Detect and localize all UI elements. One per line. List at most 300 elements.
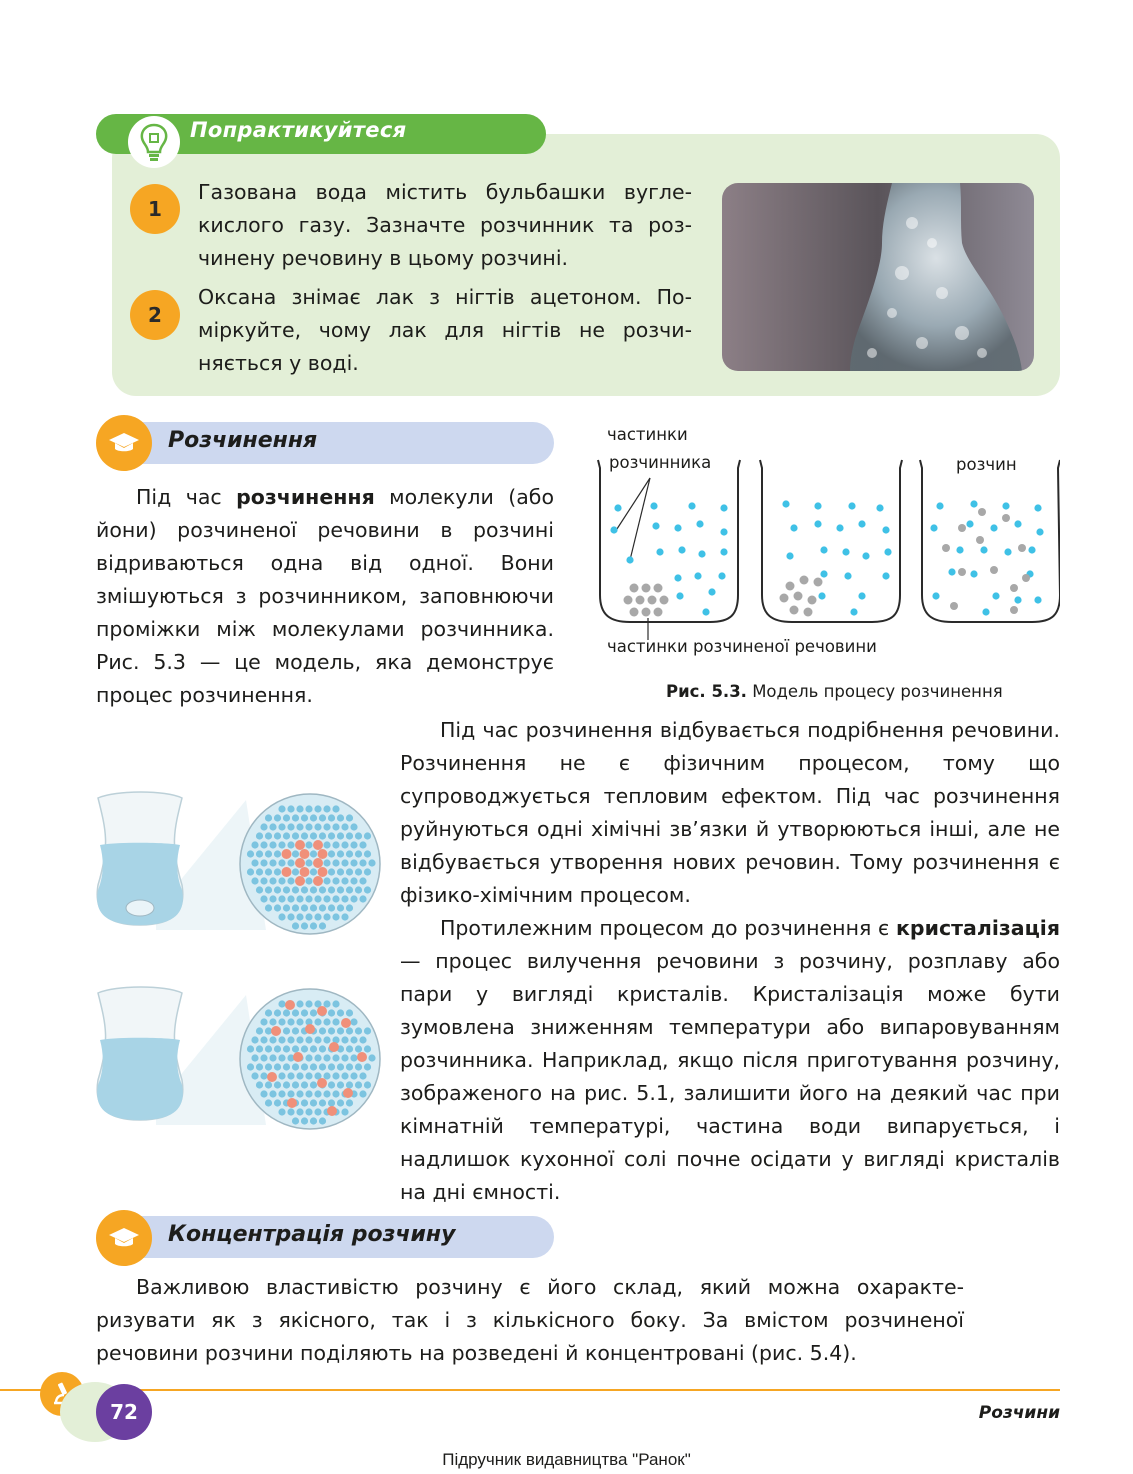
solvent-particle (328, 1081, 335, 1088)
solvent-particle (720, 504, 727, 511)
para-crystallization (400, 912, 1060, 1209)
solvent-particle (251, 841, 258, 848)
solute-particle (786, 582, 795, 591)
solute-particle (630, 608, 639, 617)
solvent-particle (274, 814, 281, 821)
solvent-particle (328, 814, 335, 821)
label-solvent-particles-line1: частинки (607, 425, 688, 444)
solvent-particle (251, 859, 258, 866)
solvent-particle (251, 877, 258, 884)
solvent-particle (884, 548, 891, 555)
solvent-particle (332, 823, 339, 830)
solvent-particle (350, 1072, 357, 1079)
crystal-particle (300, 867, 310, 877)
solvent-particle (265, 1045, 272, 1052)
solvent-particle (274, 886, 281, 893)
solvent-particle (610, 526, 617, 533)
solute-particle (624, 596, 633, 605)
solvent-particle (337, 1009, 344, 1016)
solvent-particle (292, 832, 299, 839)
solvent-particle (314, 805, 321, 812)
solvent-particle (698, 550, 705, 557)
solvent-particle (652, 522, 659, 529)
solvent-particle (328, 832, 335, 839)
crystal-particle (318, 849, 328, 859)
solvent-particle (319, 1099, 326, 1106)
solvent-particle (341, 823, 348, 830)
solvent-particle (323, 895, 330, 902)
solvent-particle (359, 859, 366, 866)
solvent-particle (278, 1000, 285, 1007)
solvent-particle (260, 877, 267, 884)
solvent-particle (278, 877, 285, 884)
solvent-particle (260, 1036, 267, 1043)
para-prefix: Під час (136, 485, 237, 509)
solvent-particle (359, 841, 366, 848)
solvent-particle (720, 528, 727, 535)
solvent-particle (292, 1081, 299, 1088)
solvent-particle (323, 841, 330, 848)
solvent-particle (862, 552, 869, 559)
solvent-particle (1004, 548, 1011, 555)
solvent-particle (337, 904, 344, 911)
solute-particle (630, 584, 639, 593)
solvent-particle (278, 1054, 285, 1061)
solvent-particle (319, 1063, 326, 1070)
solvent-particle (359, 877, 366, 884)
solvent-particle (305, 1036, 312, 1043)
solvent-particle (364, 1027, 371, 1034)
solute-particle (990, 566, 998, 574)
concentration-text: Важливою властивістю розчину є його склад, який можна охарактеризувати як з якісного, так і з кількісного боку. За вмістом розчиненої речовини розчини поділяють на розведені й концентровані (рис. 5.4). (96, 1275, 964, 1365)
solute-particle (642, 608, 651, 617)
solvent-particle (292, 1009, 299, 1016)
solvent-particle (337, 1027, 344, 1034)
solvent-particle (278, 859, 285, 866)
label-solution: розчин (956, 455, 1017, 474)
solvent-particle (355, 832, 362, 839)
solvent-particle (323, 1090, 330, 1097)
solvent-particle (346, 1027, 353, 1034)
solvent-particle (301, 1063, 308, 1070)
solvent-particle (341, 1054, 348, 1061)
solvent-particle (265, 1099, 272, 1106)
solvent-particle (364, 850, 371, 857)
solvent-particle (283, 832, 290, 839)
solvent-particle (301, 922, 308, 929)
solvent-particle (269, 1054, 276, 1061)
solvent-particle (314, 1054, 321, 1061)
solvent-particle (314, 1018, 321, 1025)
solvent-particle (323, 1072, 330, 1079)
solvent-particle (346, 904, 353, 911)
solvent-particle (970, 570, 977, 577)
solvent-particle (292, 868, 299, 875)
solvent-particle (782, 500, 789, 507)
solvent-particle (301, 1117, 308, 1124)
solute-particle (1002, 514, 1010, 522)
figure-5-3-caption (666, 682, 1003, 701)
solute-particle (654, 608, 663, 617)
solvent-particle (292, 1117, 299, 1124)
dissolution-paragraph (96, 481, 554, 712)
solvent-particle (323, 1054, 330, 1061)
footer-divider (0, 1389, 1060, 1391)
solvent-particle (256, 1045, 263, 1052)
solute-particle (1010, 606, 1018, 614)
solute-particle (800, 576, 809, 585)
solvent-particle (301, 832, 308, 839)
solvent-particle (337, 886, 344, 893)
chapter-name: Розчини (978, 1403, 1060, 1423)
solvent-particle (674, 574, 681, 581)
solvent-particle (790, 524, 797, 531)
solvent-particle (956, 546, 963, 553)
solvent-particle (278, 823, 285, 830)
solute-particle (808, 596, 817, 605)
solvent-particle (1014, 520, 1021, 527)
solvent-particle (359, 1036, 366, 1043)
solvent-particle (310, 1117, 317, 1124)
solvent-particle (310, 868, 317, 875)
term-crystallization: кристалізація (896, 916, 1060, 940)
solvent-particle (328, 1099, 335, 1106)
label-solvent-particles-line2: розчинника (609, 453, 712, 472)
solvent-particle (696, 520, 703, 527)
solvent-particle (786, 552, 793, 559)
solvent-particle (247, 850, 254, 857)
solvent-particle (265, 904, 272, 911)
solvent-particle (708, 588, 715, 595)
solvent-particle (301, 1009, 308, 1016)
solvent-particle (614, 504, 621, 511)
solvent-particle (323, 1036, 330, 1043)
solvent-particle (310, 1099, 317, 1106)
section-title-concentration: Концентрація розчину (168, 1222, 456, 1247)
solvent-particle (292, 886, 299, 893)
solvent-particle (332, 841, 339, 848)
crystal-particle (295, 840, 305, 850)
solvent-particle (966, 520, 973, 527)
crystal-particle (295, 858, 305, 868)
solvent-particle (359, 895, 366, 902)
para-dissolution-process: Під час розчинення відбувається подрібнення речовини. Розчинення не є фізичним процесом, тому що супроводжується тепловим ефектом. Під час розчинення руйнуються одні хімічні зв’язки й утворюються інші, але не відбувається утворення нових речовин. Тому розчинення є фізико-хімічним процесом. (400, 718, 1060, 907)
lightbulb-puzzle-icon (128, 116, 180, 168)
solvent-particle (292, 922, 299, 929)
solvent-particle (332, 859, 339, 866)
solute-particle (660, 596, 669, 605)
solvent-particle (814, 520, 821, 527)
solute-particle (958, 524, 966, 532)
solute-particle (1010, 584, 1018, 592)
crystal-particle (271, 1026, 281, 1036)
solvent-particle (350, 841, 357, 848)
solvent-particle (310, 904, 317, 911)
solvent-particle (346, 868, 353, 875)
solvent-particle (718, 572, 725, 579)
solvent-particle (305, 1000, 312, 1007)
solvent-particle (930, 524, 937, 531)
solvent-particle (274, 904, 281, 911)
solvent-particle (858, 520, 865, 527)
solvent-particle (296, 913, 303, 920)
solvent-particle (364, 1081, 371, 1088)
solvent-particle (287, 841, 294, 848)
solvent-particle (310, 1063, 317, 1070)
solvent-particle (310, 850, 317, 857)
solvent-particle (301, 1099, 308, 1106)
solvent-particle (305, 877, 312, 884)
solvent-particle (626, 556, 633, 563)
solute-particle (654, 584, 663, 593)
solvent-particle (314, 823, 321, 830)
solvent-particle (1028, 546, 1035, 553)
solvent-particle (278, 1090, 285, 1097)
label-solute-particles: частинки розчиненої речовини (607, 637, 877, 656)
solvent-particle (332, 913, 339, 920)
solvent-particle (256, 1063, 263, 1070)
solvent-particle (323, 877, 330, 884)
solvent-particle (278, 1036, 285, 1043)
solvent-particle (278, 841, 285, 848)
solvent-particle (310, 1045, 317, 1052)
solvent-particle (332, 1072, 339, 1079)
solvent-particle (328, 850, 335, 857)
solvent-particle (260, 841, 267, 848)
crystal-particle (285, 1000, 295, 1010)
crystal-particle (300, 849, 310, 859)
solvent-particle (364, 886, 371, 893)
solvent-particle (836, 524, 843, 531)
solvent-particle (310, 886, 317, 893)
solvent-particle (328, 1063, 335, 1070)
solvent-particle (287, 823, 294, 830)
task-text-2: Оксана знімає лак з нігтів ацетоном. Поміркуйте, чому лак для нігтів не розчиняється у воді. (198, 285, 692, 375)
solvent-particle (247, 868, 254, 875)
solvent-particle (820, 570, 827, 577)
solvent-particle (296, 1108, 303, 1115)
solvent-particle (932, 592, 939, 599)
sparkling-water-bottle-photo (722, 183, 1034, 371)
solvent-particle (341, 859, 348, 866)
crystal-particle (282, 849, 292, 859)
caption-number: Рис. 5.3. (666, 682, 747, 701)
solvent-particle (305, 859, 312, 866)
solvent-particle (301, 1045, 308, 1052)
solvent-particle (814, 502, 821, 509)
solute-particle (958, 568, 966, 576)
dissolution-continued-text (400, 714, 1060, 1209)
solvent-particle (350, 895, 357, 902)
crystal-particle (343, 1088, 353, 1098)
solvent-particle (328, 904, 335, 911)
solvent-particle (332, 1054, 339, 1061)
solvent-particle (364, 1045, 371, 1052)
solvent-particle (278, 1018, 285, 1025)
solvent-particle (970, 500, 977, 507)
graduation-cap-icon (96, 1210, 152, 1266)
solvent-particle (256, 1081, 263, 1088)
solvent-particle (332, 877, 339, 884)
solvent-particle (278, 913, 285, 920)
solvent-particle (247, 1045, 254, 1052)
dissolving-crystal-illustration (96, 790, 386, 940)
concentration-paragraph (96, 1271, 964, 1370)
solvent-particle (260, 1090, 267, 1097)
solvent-particle (337, 1081, 344, 1088)
crystal-particle (313, 840, 323, 850)
crystal-particle (357, 1052, 367, 1062)
solvent-particle (882, 572, 889, 579)
solvent-particle (314, 1090, 321, 1097)
solvent-particle (265, 1063, 272, 1070)
solvent-particle (247, 1063, 254, 1070)
solute-particle (976, 536, 984, 544)
solvent-particle (274, 868, 281, 875)
solvent-particle (305, 1054, 312, 1061)
solvent-particle (337, 868, 344, 875)
solvent-particle (350, 877, 357, 884)
solvent-particle (882, 526, 889, 533)
page-number: 72 (96, 1384, 152, 1440)
solvent-particle (292, 850, 299, 857)
solvent-particle (278, 805, 285, 812)
solvent-particle (341, 913, 348, 920)
solvent-particle (346, 1009, 353, 1016)
solvent-particle (301, 904, 308, 911)
solvent-particle (305, 1090, 312, 1097)
solvent-particle (820, 546, 827, 553)
solute-particle (942, 544, 950, 552)
solvent-particle (305, 841, 312, 848)
solvent-particle (296, 805, 303, 812)
p2-prefix: Протилежним процесом до розчинення є (440, 916, 896, 940)
practice-title: Попрактикуйтеся (190, 118, 407, 142)
solute-particle (780, 594, 789, 603)
solvent-particle (323, 859, 330, 866)
solute-particle (648, 596, 657, 605)
solvent-particle (292, 1045, 299, 1052)
solvent-particle (341, 895, 348, 902)
solvent-particle (305, 895, 312, 902)
solvent-particle (305, 913, 312, 920)
solvent-particle (337, 850, 344, 857)
solvent-particle (323, 823, 330, 830)
solvent-particle (269, 1090, 276, 1097)
solvent-particle (1002, 502, 1009, 509)
solvent-particle (858, 592, 865, 599)
solvent-particle (296, 1000, 303, 1007)
solvent-particle (355, 1063, 362, 1070)
solvent-particle (287, 877, 294, 884)
solvent-particle (992, 592, 999, 599)
solvent-particle (332, 1018, 339, 1025)
solvent-particle (287, 1018, 294, 1025)
solvent-particle (355, 886, 362, 893)
crystal-particle (341, 1018, 351, 1028)
crystal-particle (329, 1042, 339, 1052)
crystal-particle (313, 858, 323, 868)
solvent-particle (364, 868, 371, 875)
solvent-particle (305, 1108, 312, 1115)
solvent-particle (341, 1072, 348, 1079)
solvent-particle (256, 886, 263, 893)
solvent-particle (274, 832, 281, 839)
solvent-particle (314, 895, 321, 902)
solvent-particle (341, 1108, 348, 1115)
solvent-particle (314, 913, 321, 920)
solvent-particle (283, 1045, 290, 1052)
solvent-particle (292, 814, 299, 821)
solvent-particle (310, 832, 317, 839)
graduation-cap-icon (96, 415, 152, 471)
solvent-particle (251, 1036, 258, 1043)
para-rest: молекули (або йони) розчиненої речовини в розчині відриваються одна від одної. Вони змішуються з розчинником, заповнюючи проміжки між молекулами розчинника. Рис. 5.3 — це модель, яка демонструє процес розчинення. (96, 485, 554, 707)
solvent-particle (265, 832, 272, 839)
crystal-particle (313, 876, 323, 886)
solvent-particle (260, 1018, 267, 1025)
p2-rest: — процес вилучення речовини з розчину, розплаву або пари у вигляді кристалів. Кристалізація може бути зумовлена зниженням температури або випаровуванням розчинника. Наприклад, якщо після приготування розчину, зображеного на рис. 5.1, залишити його на деякий час при кімнатній температурі, частина води випарується, і надлишок кухонної солі почне осідати у вигляді кристалів на дні ємності. (400, 949, 1060, 1204)
crystal-particle (267, 1072, 277, 1082)
solvent-particle (274, 1099, 281, 1106)
solvent-particle (278, 1072, 285, 1079)
solvent-particle (876, 504, 883, 511)
solvent-particle (1034, 504, 1041, 511)
solvent-particle (278, 1108, 285, 1115)
solute-particle (804, 608, 813, 617)
solvent-particle (269, 1036, 276, 1043)
solvent-particle (283, 1081, 290, 1088)
solvent-particle (319, 922, 326, 929)
solvent-particle (287, 913, 294, 920)
solvent-particle (251, 1072, 258, 1079)
solvent-particle (283, 814, 290, 821)
solvent-particle (260, 859, 267, 866)
solvent-particle (269, 823, 276, 830)
solvent-particle (265, 1009, 272, 1016)
solvent-particle (982, 608, 989, 615)
solvent-particle (287, 1108, 294, 1115)
solvent-particle (301, 886, 308, 893)
solvent-particle (283, 904, 290, 911)
solvent-particle (341, 841, 348, 848)
solvent-particle (305, 823, 312, 830)
solvent-particle (301, 1081, 308, 1088)
solvent-particle (948, 568, 955, 575)
solvent-particle (990, 524, 997, 531)
solvent-particle (278, 895, 285, 902)
solvent-particle (296, 1036, 303, 1043)
solvent-particle (319, 1027, 326, 1034)
solvent-particle (368, 1054, 375, 1061)
solvent-particle (818, 592, 825, 599)
solvent-particle (283, 1027, 290, 1034)
solvent-particle (319, 832, 326, 839)
crystal-particle (287, 1098, 297, 1108)
solute-particle (1022, 574, 1030, 582)
solvent-particle (1034, 596, 1041, 603)
solvent-particle (269, 895, 276, 902)
solvent-particle (310, 1081, 317, 1088)
solvent-particle (314, 1108, 321, 1115)
solvent-particle (341, 877, 348, 884)
solvent-particle (346, 886, 353, 893)
solvent-particle (314, 1036, 321, 1043)
crystal-particle (317, 1078, 327, 1088)
solvent-particle (265, 1081, 272, 1088)
solvent-particle (337, 1099, 344, 1106)
solvent-particle (350, 859, 357, 866)
